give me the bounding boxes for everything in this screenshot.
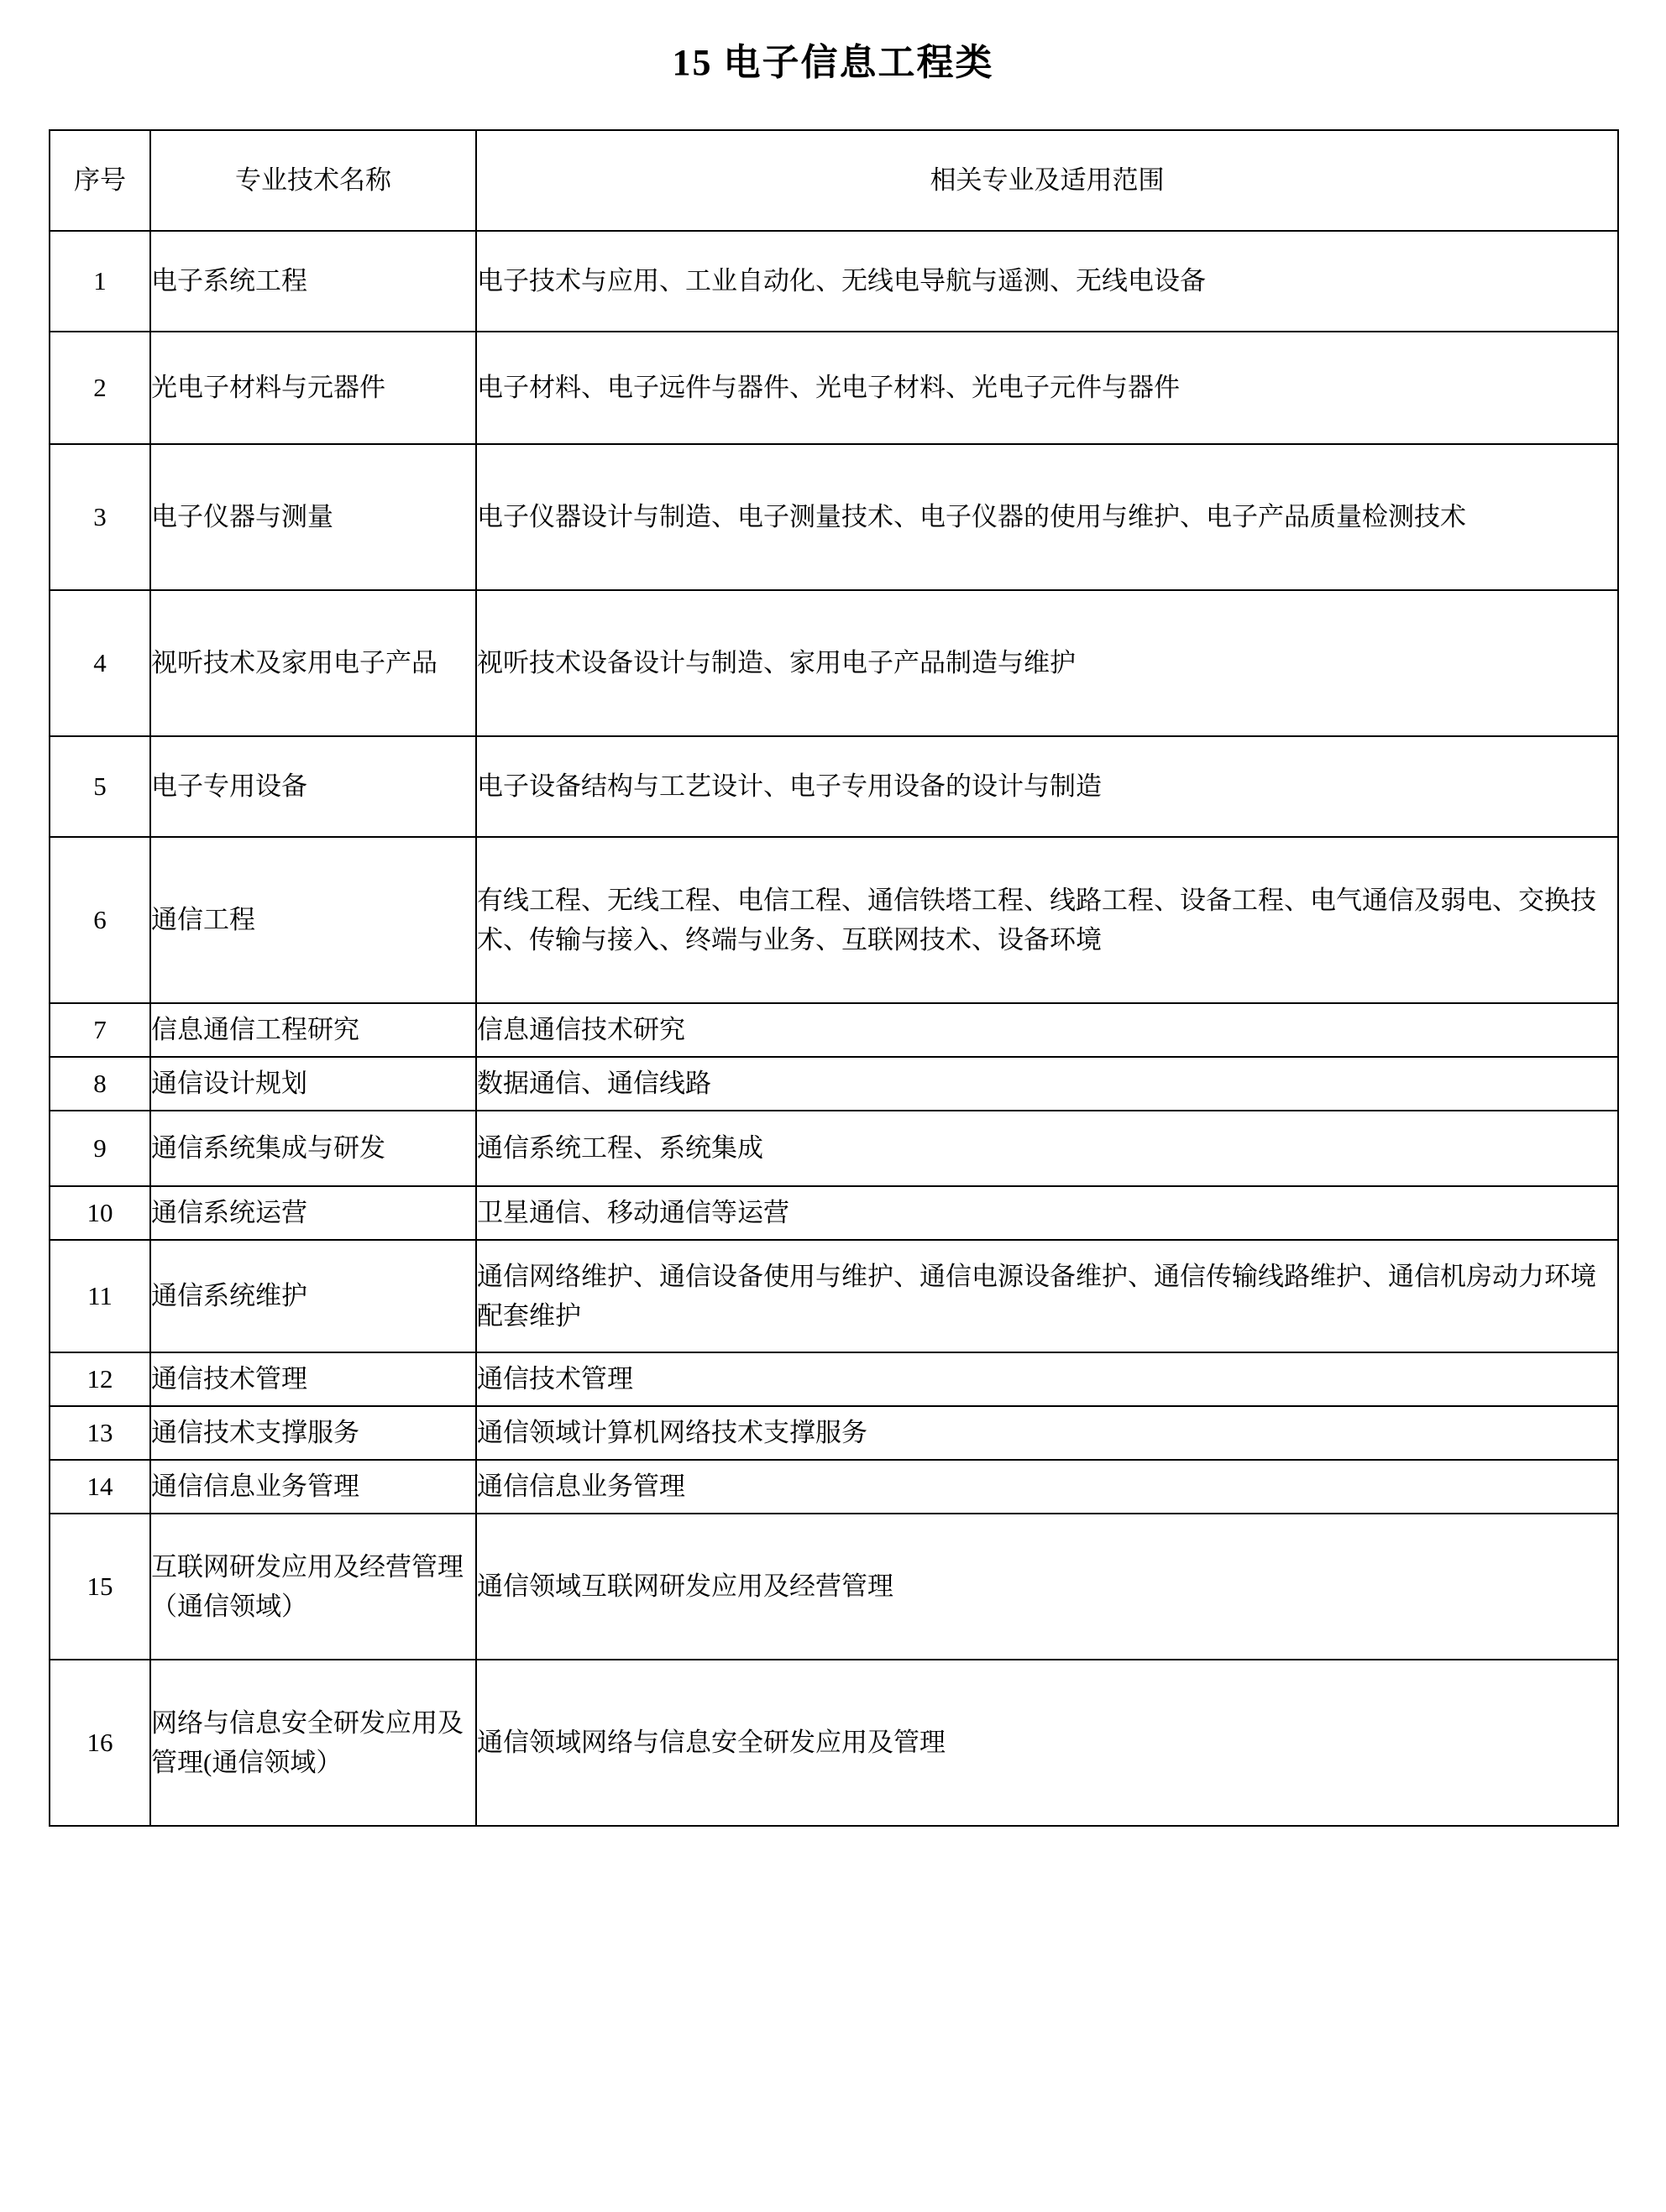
cell-scope: 通信信息业务管理 <box>476 1460 1618 1514</box>
cell-scope: 通信领域互联网研发应用及经营管理 <box>476 1514 1618 1660</box>
cell-no: 6 <box>50 837 150 1003</box>
table-header-row <box>50 130 1618 231</box>
cell-specialty-name: 通信系统维护 <box>150 1240 476 1352</box>
cell-specialty-name: 通信技术管理 <box>150 1352 476 1406</box>
cell-scope: 电子技术与应用、工业自动化、无线电导航与遥测、无线电设备 <box>476 231 1618 332</box>
cell-no: 14 <box>50 1460 150 1514</box>
cell-scope: 电子材料、电子远件与器件、光电子材料、光电子元件与器件 <box>476 332 1618 444</box>
cell-no: 4 <box>50 590 150 736</box>
table-row <box>50 1460 1618 1514</box>
cell-specialty-name: 通信信息业务管理 <box>150 1460 476 1514</box>
cell-scope: 通信领域计算机网络技术支撑服务 <box>476 1406 1618 1460</box>
specialty-table <box>49 129 1619 1827</box>
cell-no: 13 <box>50 1406 150 1460</box>
table-row <box>50 231 1618 332</box>
column-header-no: 序号 <box>50 130 150 231</box>
cell-no: 10 <box>50 1186 150 1240</box>
cell-scope: 通信网络维护、通信设备使用与维护、通信电源设备维护、通信传输线路维护、通信机房动力环境配套维护 <box>476 1240 1618 1352</box>
cell-specialty-name: 通信系统集成与研发 <box>150 1111 476 1186</box>
cell-scope: 数据通信、通信线路 <box>476 1057 1618 1111</box>
table-row <box>50 1111 1618 1186</box>
cell-no: 9 <box>50 1111 150 1186</box>
table-row <box>50 1660 1618 1826</box>
cell-specialty-name: 通信工程 <box>150 837 476 1003</box>
table-row <box>50 837 1618 1003</box>
cell-no: 15 <box>50 1514 150 1660</box>
table-row <box>50 332 1618 444</box>
cell-scope: 电子仪器设计与制造、电子测量技术、电子仪器的使用与维护、电子产品质量检测技术 <box>476 444 1618 590</box>
cell-no: 1 <box>50 231 150 332</box>
cell-specialty-name: 通信技术支撑服务 <box>150 1406 476 1460</box>
table-header <box>50 130 1618 231</box>
table-container <box>0 129 1666 1827</box>
cell-specialty-name: 互联网研发应用及经营管理（通信领域） <box>150 1514 476 1660</box>
cell-scope: 通信技术管理 <box>476 1352 1618 1406</box>
cell-specialty-name: 通信系统运营 <box>150 1186 476 1240</box>
table-row <box>50 736 1618 837</box>
cell-scope: 电子设备结构与工艺设计、电子专用设备的设计与制造 <box>476 736 1618 837</box>
cell-no: 8 <box>50 1057 150 1111</box>
table-row <box>50 444 1618 590</box>
cell-specialty-name: 光电子材料与元器件 <box>150 332 476 444</box>
table-row <box>50 1514 1618 1660</box>
cell-no: 11 <box>50 1240 150 1352</box>
table-row <box>50 1240 1618 1352</box>
cell-specialty-name: 网络与信息安全研发应用及管理(通信领域） <box>150 1660 476 1826</box>
cell-no: 7 <box>50 1003 150 1057</box>
table-row <box>50 1186 1618 1240</box>
cell-scope: 信息通信技术研究 <box>476 1003 1618 1057</box>
cell-no: 3 <box>50 444 150 590</box>
table-body <box>50 231 1618 1826</box>
cell-specialty-name: 通信设计规划 <box>150 1057 476 1111</box>
page-title: 15 电子信息工程类 <box>672 42 994 84</box>
table-row <box>50 1003 1618 1057</box>
cell-scope: 卫星通信、移动通信等运营 <box>476 1186 1618 1240</box>
table-row <box>50 590 1618 736</box>
cell-specialty-name: 视听技术及家用电子产品 <box>150 590 476 736</box>
cell-no: 2 <box>50 332 150 444</box>
cell-specialty-name: 电子专用设备 <box>150 736 476 837</box>
cell-no: 12 <box>50 1352 150 1406</box>
table-row <box>50 1057 1618 1111</box>
cell-scope: 通信领域网络与信息安全研发应用及管理 <box>476 1660 1618 1826</box>
cell-specialty-name: 电子仪器与测量 <box>150 444 476 590</box>
cell-specialty-name: 电子系统工程 <box>150 231 476 332</box>
cell-scope: 通信系统工程、系统集成 <box>476 1111 1618 1186</box>
table-row <box>50 1406 1618 1460</box>
table-row <box>50 1352 1618 1406</box>
cell-scope: 有线工程、无线工程、电信工程、通信铁塔工程、线路工程、设备工程、电气通信及弱电、交换技术、传输与接入、终端与业务、互联网技术、设备环境 <box>476 837 1618 1003</box>
cell-scope: 视听技术设备设计与制造、家用电子产品制造与维护 <box>476 590 1618 736</box>
document-page <box>0 24 1666 2212</box>
column-header-name: 专业技术名称 <box>150 130 476 231</box>
cell-no: 16 <box>50 1660 150 1826</box>
cell-specialty-name: 信息通信工程研究 <box>150 1003 476 1057</box>
cell-no: 5 <box>50 736 150 837</box>
column-header-scope: 相关专业及适用范围 <box>476 130 1618 231</box>
